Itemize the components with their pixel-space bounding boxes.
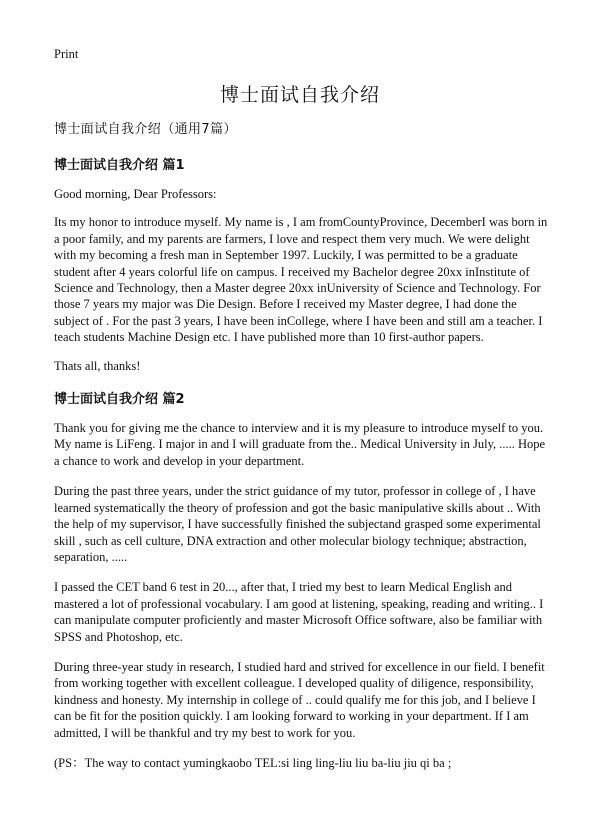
section-2 xyxy=(54,388,550,771)
print-label: Print xyxy=(54,47,79,61)
document-body xyxy=(54,118,550,785)
paragraph: During three-year study in research, I studied hard and strived for excellence in our field. I benefit from working together with excellent colleague. I developed quality of diligence, responsibility, kindness and honesty. My internship in college of .. could qualify me for this job, and I believe I can be fit for the position quickly. I am looking forward to working in your department. If I am admitted, I will be thankful and try my best to work for you. xyxy=(54,659,545,740)
paragraph: Its my honor to introduce myself. My name is , I am fromCountyProvince, DecemberI was born in a poor family, and my parents are farmers, I love and respect them very much. We were delight with my becoming a fresh man in September 1997. Luckily, I was permitted to be a graduate student after 4 years colorful life on campus. I received my Bachelor degree 20xx inInstitute of Science and Technology, then a Master degree 20xx inUniversity of Science and Technology. For those 7 years my major was Die Design. Before I received my Master degree, I had done the subject of . For the past 3 years, I have been inCollege, where I have been and still am a teacher. I teach students Machine Design etc. I have published more than 10 first-author papers. xyxy=(54,215,548,345)
paragraph: Thank you for giving me the chance to interview and it is my pleasure to introduce myself to you. My name is LiFeng. I major in and I will graduate from the.. Medical University in July, ..... Hope a chance to work and develop in your department. xyxy=(54,421,546,468)
section-1 xyxy=(54,154,550,374)
paragraph: I passed the CET band 6 test in 20..., after that, I tried my best to learn Medical English and mastered a lot of professional vocabulary. I am good at listening, speaking, reading and writing.. I can manipulate computer proficiently and master Microsoft Office software, also be familiar with SPSS and Photoshop, etc. xyxy=(54,580,544,644)
paragraph: (PS：The way to contact yumingkaobo TEL:si ling ling-liu liu ba-liu jiu qi ba ; xyxy=(54,755,452,770)
document-title: 博士面试自我介绍 xyxy=(219,84,380,106)
paragraph: Thats all, thanks! xyxy=(54,358,141,373)
paragraph: During the past three years, under the strict guidance of my tutor, professor in college of , I have learned systematically the theory of profession and got the basic manipulative skills about .. With the help of my supervisor, I have successfully finished the subjectand grasped some experimental skill , such as cell culture, DNA extraction and other molecular biology technique; abstraction, separation, ..... xyxy=(54,484,541,564)
document-subtitle: 博士面试自我介绍（通用7篇） xyxy=(54,122,237,137)
paragraph: Good morning, Dear Professors: xyxy=(54,187,217,201)
section-heading: 博士面试自我介绍 篇2 xyxy=(54,392,185,408)
section-heading: 博士面试自我介绍 篇1 xyxy=(54,158,185,173)
